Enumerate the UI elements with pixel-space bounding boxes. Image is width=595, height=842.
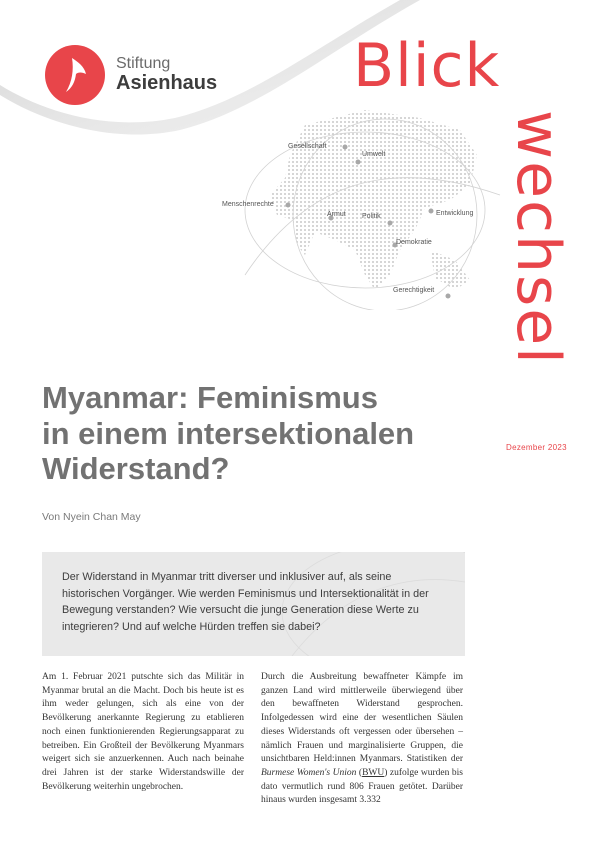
article-title-line2: in einem intersektionalen [42, 415, 415, 451]
body-column-right [261, 671, 463, 808]
asienhaus-logo-icon [44, 44, 106, 106]
map-label-politik: Politik [362, 213, 381, 220]
abstract-box [42, 552, 465, 656]
series-title-wechsel: wechsel [503, 110, 573, 366]
body-column-left: Am 1. Februar 2021 putschte sich das Militär in Myanmar brutal an die Macht. Doch bis heute ist es ihm weder gelungen, sich als eine von der Bevölkerung anerkannte Regierung zu etablieren noch einen funktionierenden Regierungsapparat zu betreiben. Ein Großteil der Bevölkerung Myanmars weigert sich sie anzuerkennen. Auch nach beinahe drei Jahren ist der starke Widerstandswille der Bevölkerung weiterhin ungebrochen. [42, 672, 244, 792]
logo-stiftung-asienhaus[interactable] [44, 44, 217, 106]
abstract-text: Der Widerstand in Myanmar tritt diverser und inklusiver auf, als seine historischen Vorgänger. Wie werden Feminismus und Intersektionalität in der Bewegung verstanden? Wie versucht die junge Generation diese Werte zu integrieren? Und auf welche Hürden treffen sie dabei? [62, 571, 429, 633]
article-author: Von Nyein Chan May [42, 511, 141, 523]
map-label-gesellschaft: Gesellschaft [288, 143, 327, 150]
series-title-vertical [503, 110, 576, 430]
bwu-link[interactable]: BWU [362, 767, 385, 778]
article-title-line3: Widerstand? [42, 451, 230, 487]
map-label-entwicklung: Entwicklung [436, 210, 474, 217]
map-label-menschenrechte: Menschenrechte [222, 201, 274, 208]
map-label-armut: Armut [327, 211, 346, 218]
body-right-part-c: ) zufolge wurden bis dato vermutlich rund 806 Frauen getötet. Darüber hinaus wurden insgesamt 3.332 [261, 767, 464, 806]
map-label-gerechtigkeit: Gerechtigkeit [393, 287, 435, 294]
series-title-blick: Blick [353, 31, 501, 101]
logo-text-line1: Stiftung [116, 55, 171, 73]
article-title-line1: Myanmar: Feminismus [42, 380, 378, 415]
issue-date: Dezember 2023 [506, 443, 567, 452]
map-label-umwelt: Umwelt [362, 151, 386, 158]
body-right-part-b: ( [356, 767, 363, 778]
article-title [42, 380, 482, 487]
body-right-org-name: Burmese Women's Union [261, 767, 357, 778]
logo-text-line2: Asienhaus [116, 71, 218, 94]
body-right-part-a: Durch die Ausbreitung bewaffneter Kämpfe im ganzen Land wird mittlerweile überwiegend über den bewaffneten Widerstand gesprochen. Infolgedessen wird eine der wesentlichen Säulen dieses Widerstands oft vergessen oder übersehen – nämlich Frauen und marginalisierte Gruppen, die unsichtbaren Held:innen Myanmars. Statistiken der [261, 672, 463, 765]
map-label-demokratie: Demokratie [396, 239, 432, 246]
